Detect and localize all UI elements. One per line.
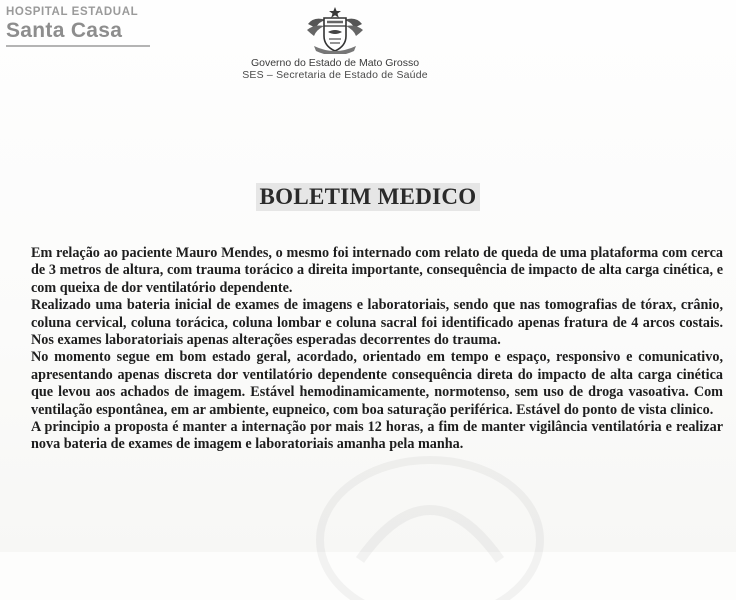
mato-grosso-coat-of-arms-icon [304, 6, 366, 54]
body-paragraph: Em relação ao paciente Mauro Mendes, o mesmo foi internado com relato de queda de uma plataforma com cerca de 3 metros de altura, com trauma torácico a direita importante, consequência de impacto de alta carga cinética, e com queixa de dor ventilatório dependente. [31, 245, 723, 296]
health-department-name: SES – Secretaria de Estado de Saúde [242, 69, 428, 81]
body-paragraph: Realizado uma bateria inicial de exames de imagens e laboratoriais, sendo que nas tomografias de tórax, crânio, coluna cervical, coluna torácica, coluna lombar e coluna sacral foi identificado apenas fratura de 4 arcos costais. Nos exames laboratoriais apenas alterações esperadas decorrentes do trauma. [31, 297, 723, 349]
hospital-logo-underline [6, 45, 150, 47]
government-name: Governo do Estado de Mato Grosso [250, 57, 420, 69]
government-header [200, 6, 470, 81]
hospital-logo-line2: Santa Casa [6, 19, 123, 42]
document-title [0, 183, 736, 211]
body-paragraph: No momento segue em bom estado geral, acordado, orientado em tempo e espaço, responsivo e comunicativo, apresentando apenas discreta dor ventilatório dependente consequência direta do impacto de alta carga cinética que levou aos achados de imagem. Estável hemodinamicamente, normotenso, sem uso de droga vasoativa. Com ventilação espontânea, em ar ambiente, eupneico, com boa saturação periférica. Estável do ponto de vista clinico. [31, 349, 723, 418]
body-paragraph: A principio a proposta é manter a internação por mais 12 horas, a fim de manter vigilância ventilatória e realizar nova bateria de exames de imagem e laboratoriais amanha pela manha. [31, 419, 723, 453]
hospital-logo [6, 6, 156, 47]
watermark-emblem-icon [300, 440, 560, 600]
document-title-text: BOLETIM MEDICO [256, 183, 481, 211]
document-body [31, 245, 723, 454]
hospital-logo-line1: HOSPITAL ESTADUAL [6, 6, 139, 18]
